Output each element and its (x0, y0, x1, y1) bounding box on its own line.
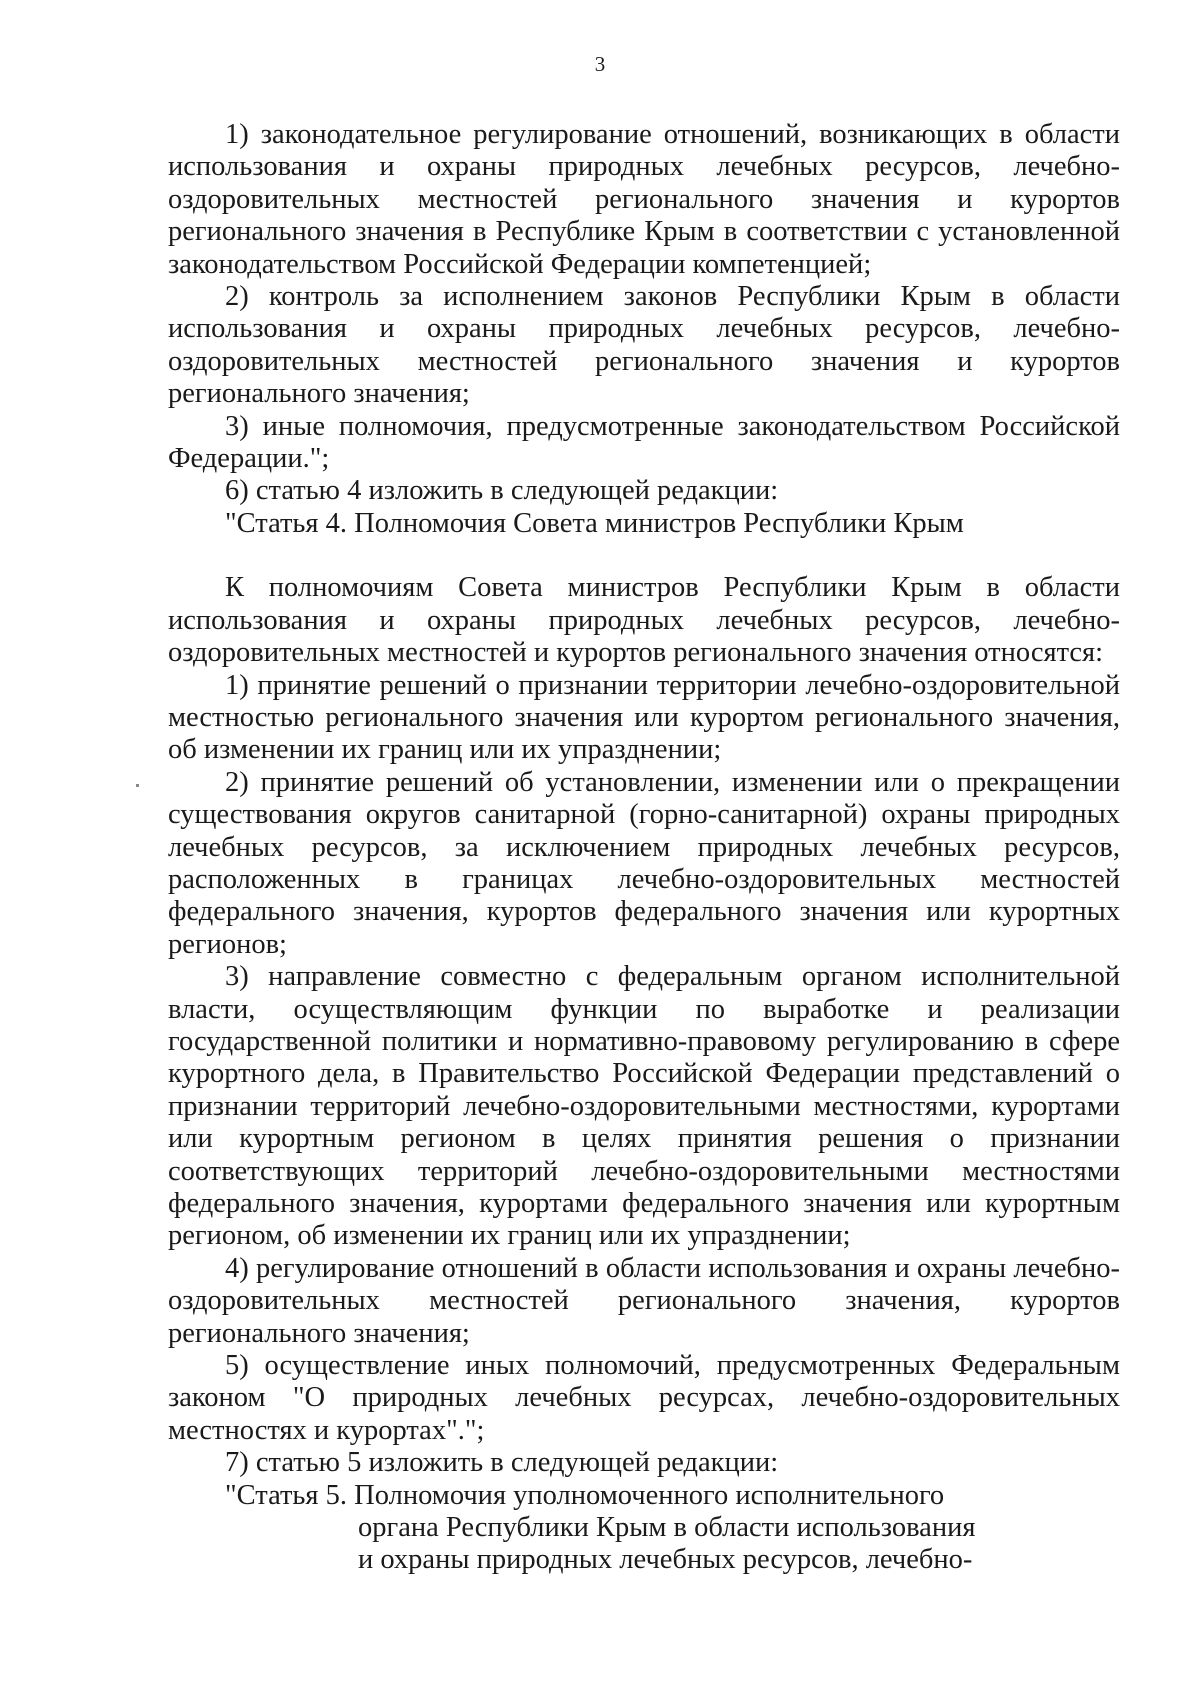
article-4-item-4: 4) регулирование отношений в области использования и охраны лечебно-оздоровительных местностей регионального значения, курортов регионального значения; (168, 1252, 1120, 1349)
page-number: 3 (594, 52, 606, 76)
paragraph-amendment-7: 7) статью 5 изложить в следующей редакции: (225, 1447, 779, 1479)
paragraph-amendment-6: 6) статью 4 изложить в следующей редакции: (225, 475, 779, 507)
article-4-item-2: 2) принятие решений об установлении, изменении или о прекращении существования округов санитарной (горно-санитарной) охраны природных лечебных ресурсов, за исключением природных лечебных ресурсов, расположенных в границах лечебно-оздоровительных местностей федерального значения, курортов федерального значения или курортных регионов; (168, 766, 1120, 960)
article-4-item-5: 5) осуществление иных полномочий, предусмотренных Федеральным законом "О природных лечебных ресурсах, лечебно-оздоровительных местностях и курортах"."; (168, 1350, 1120, 1446)
article-5-heading-line-3: и охраны природных лечебных ресурсов, лечебно- (358, 1544, 973, 1576)
article-5-heading-line-1: "Статья 5. Полномочия уполномоченного исполнительного (225, 1479, 945, 1511)
margin-mark (136, 784, 139, 787)
paragraph-item-3: 3) иные полномочия, предусмотренные законодательством Российской Федерации."; (168, 410, 1120, 475)
article-4-intro: К полномочиям Совета министров Республики Крым в области использования и охраны природных лечебных ресурсов, лечебно-оздоровительных местностей и курортов регионального значения относятся: (168, 572, 1120, 669)
article-4-item-3: 3) направление совместно с федеральным органом исполнительной власти, осуществляющим функции по выработке и реализации государственной политики и нормативно-правовому регулированию в сфере курортного дела, в Правительство Российской Федерации представлений о признании территорий лечебно-оздоровительными местностями, курортами или курортным регионом в целях принятия решения о признании соответствующих территорий лечебно-оздоровительными местностями федерального значения, курортами федерального значения или курортным регионом, об изменении их границ или их упразднении; (168, 961, 1120, 1252)
spacer (168, 540, 1120, 572)
document-body (168, 119, 1120, 1577)
paragraph-item-2: 2) контроль за исполнением законов Республики Крым в области использования и охраны природных лечебных ресурсов, лечебно-оздоровительных местностей регионального значения и курортов регионального значения; (168, 281, 1120, 410)
paragraph-item-1: 1) законодательное регулирование отношений, возникающих в области использования и охраны природных лечебных ресурсов, лечебно-оздоровительных местностей регионального значения и курортов регионального значения в Республике Крым в соответствии с установленной законодательством Российской Федерации компетенцией; (168, 119, 1120, 280)
article-4-heading: "Статья 4. Полномочия Совета министров Республики Крым (225, 507, 964, 539)
article-4-item-1: 1) принятие решений о признании территории лечебно-оздоровительной местностью регионального значения или курортом регионального значения, об изменении их границ или их упразднении; (168, 669, 1120, 766)
article-5-heading-line-2: органа Республики Крым в области использования (358, 1512, 976, 1544)
